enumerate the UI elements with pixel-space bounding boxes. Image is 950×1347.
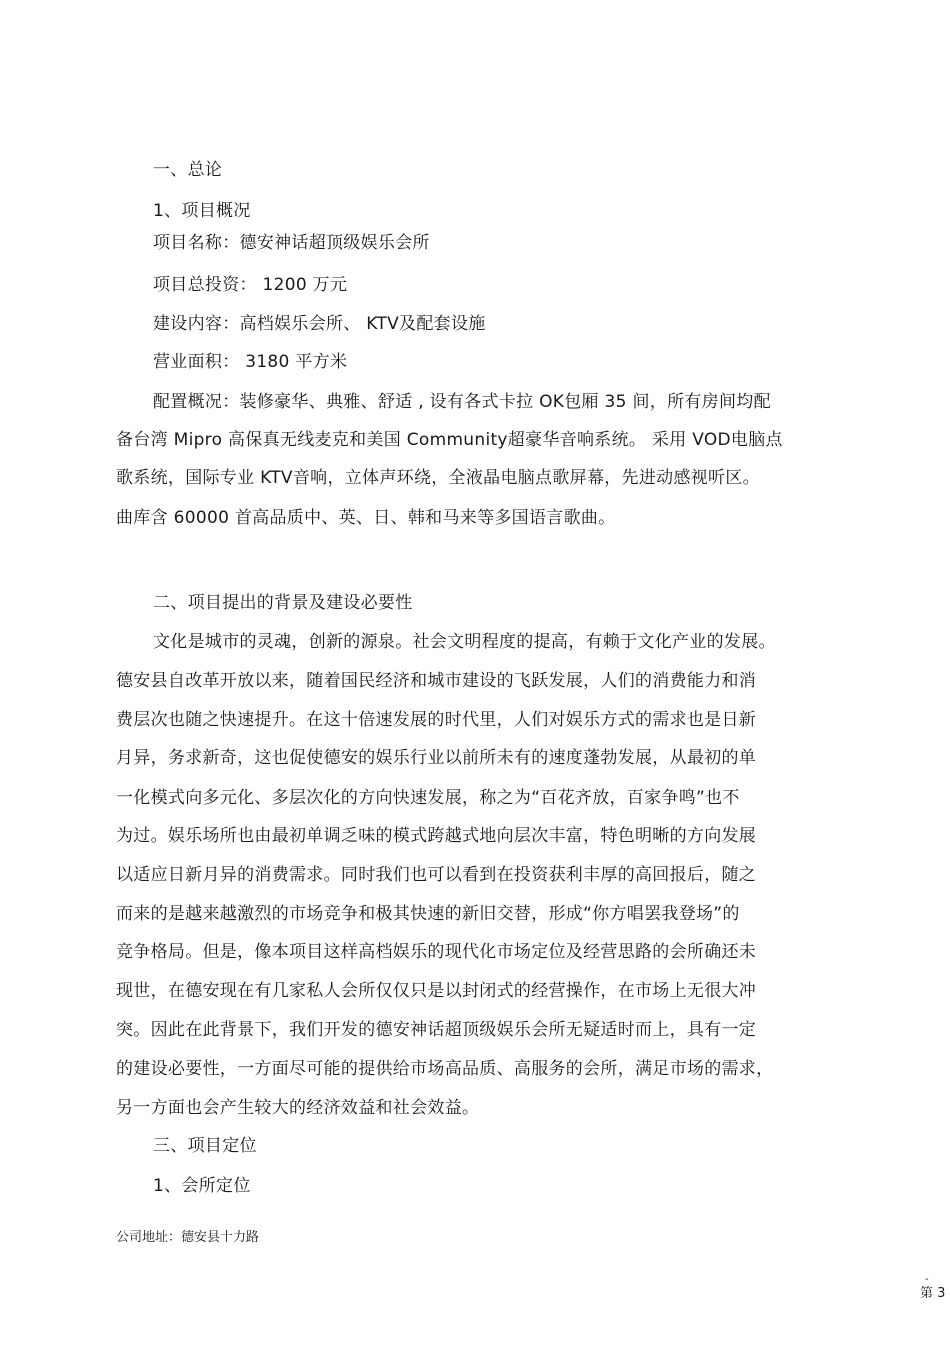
page-number-dash: - <box>925 1274 929 1285</box>
config-line: 曲库含 60000 首高品质中、英、日、韩和马来等多国语言歌曲。 <box>116 508 616 528</box>
config-line: 歌系统，国际专业 KTV音响，立体声环绕，全液晶电脑点歌屏幕，先进动感视听区。 <box>116 468 760 488</box>
content-line: 建设内容：高档娱乐会所、 KTV及配套设施 <box>153 314 486 334</box>
paragraph-line: 德安县自改革开放以来，随着国民经济和城市建设的飞跃发展，人们的消费能力和消 <box>116 671 757 691</box>
footer-address: 公司地址：德安县十力路 <box>116 1230 260 1245</box>
paragraph-line: 竞争格局。但是，像本项目这样高档娱乐的现代化市场定位及经营思路的会所确还未 <box>116 942 757 962</box>
section-1-heading: 一、总论 <box>153 160 223 180</box>
paragraph-line: 一化模式向多元化、多层次化的方向快速发展，称之为“百花齐放，百家争鸣”也不 <box>116 788 740 808</box>
section-2-heading: 二、项目提出的背景及建设必要性 <box>153 593 413 613</box>
paragraph-line: 突。因此在此背景下，我们开发的德安神话超顶级娱乐会所无疑适时而上，具有一定 <box>116 1020 757 1040</box>
investment-line: 项目总投资： 1200 万元 <box>153 275 348 295</box>
paragraph-line: 月异，务求新奇，这也促使德安的娱乐行业以前所未有的速度蓬勃发展，从最初的单 <box>116 748 757 768</box>
paragraph-line: 费层次也随之快速提升。在这十倍速发展的时代里，人们对娱乐方式的需求也是日新 <box>116 710 757 730</box>
config-line: 备台湾 Mipro 高保真无线麦克和美国 Community超豪华音响系统。 采用 VOD电脑点 <box>116 430 783 450</box>
paragraph-line: 的建设必要性，一方面尽可能的提供给市场高品质、高服务的会所，满足市场的需求， <box>116 1059 774 1079</box>
paragraph-line: 而来的是越来越激烈的市场竞争和极其快速的新旧交替，形成“你方唱罢我登场”的 <box>116 904 740 924</box>
project-name-line: 项目名称：德安神话超顶级娱乐会所 <box>153 233 430 253</box>
page-number: 第 3 <box>920 1286 946 1301</box>
paragraph-line: 另一方面也会产生较大的经济效益和社会效益。 <box>116 1098 480 1118</box>
paragraph-line: 以适应日新月异的消费需求。同时我们也可以看到在投资获利丰厚的高回报后，随之 <box>116 865 757 885</box>
paragraph-line: 现世，在德安现在有几家私人会所仅仅只是以封闭式的经营操作，在市场上无很大冲 <box>116 981 757 1001</box>
section-3-heading: 三、项目定位 <box>153 1136 257 1156</box>
paragraph-line: 文化是城市的灵魂，创新的源泉。社会文明程度的提高，有赖于文化产业的发展。 <box>153 632 776 652</box>
section-1-subheading: 1、项目概况 <box>153 201 251 221</box>
area-line: 营业面积： 3180 平方米 <box>153 352 348 372</box>
section-3-subheading: 1、会所定位 <box>153 1176 251 1196</box>
config-line: 配置概况：装修豪华、典雅、舒适 , 设有各式卡拉 OK包厢 35 间，所有房间均配 <box>153 392 771 412</box>
paragraph-line: 为过。娱乐场所也由最初单调乏味的模式跨越式地向层次丰富，特色明晰的方向发展 <box>116 826 757 846</box>
